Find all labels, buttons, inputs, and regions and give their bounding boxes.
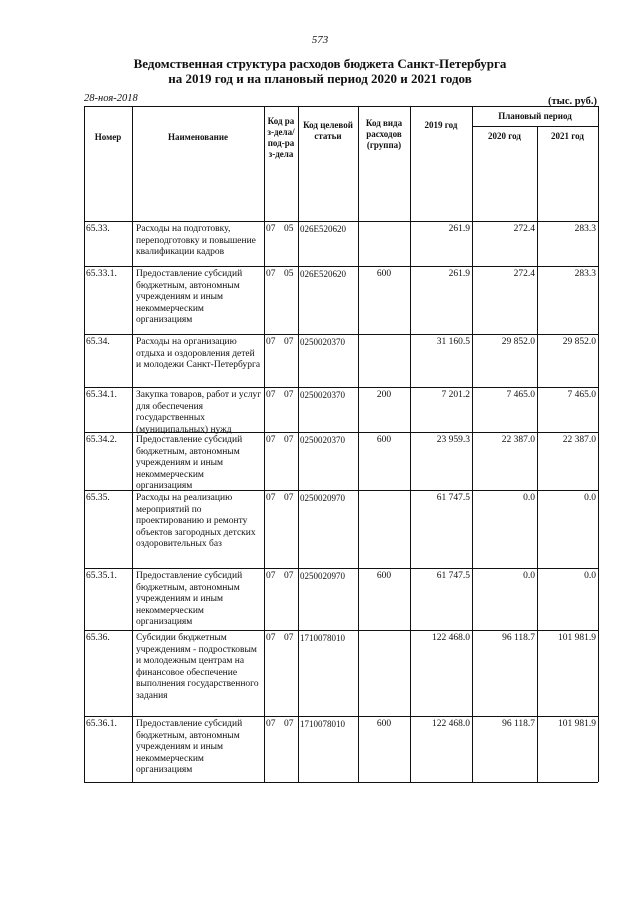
row-kind: 200 — [376, 390, 392, 400]
table-rule — [264, 106, 265, 782]
row-2019: 31 160.5 — [436, 337, 470, 347]
row-2021: 101 981.9 — [558, 719, 596, 729]
row-name: Предоставление субсидий бюджетным, автономным учреждениям и иным некоммерческим организациям — [136, 719, 243, 775]
row-target: 0250020370 — [300, 390, 345, 400]
row-target: 026E520620 — [300, 269, 346, 279]
table-rule — [84, 266, 598, 267]
row-razdel: 07 — [266, 435, 276, 445]
row-2021: 29 852.0 — [562, 337, 596, 347]
header-name: Наименование — [168, 132, 228, 142]
row-target: 1710078010 — [300, 719, 345, 729]
table-rule — [84, 334, 598, 335]
row-kind: 600 — [376, 571, 392, 581]
table-rule — [84, 716, 598, 717]
row-razdel: 07 — [266, 337, 276, 347]
row-number: 65.34. — [86, 337, 110, 347]
row-kind: 600 — [376, 435, 392, 445]
row-number: 65.34.2. — [86, 435, 117, 445]
row-kind: 600 — [376, 719, 392, 729]
row-2020: 29 852.0 — [501, 337, 535, 347]
row-number: 65.33. — [86, 224, 110, 234]
row-number: 65.36. — [86, 633, 110, 643]
row-podrazdel: 07 — [284, 719, 294, 729]
row-razdel: 07 — [266, 571, 276, 581]
row-razdel: 07 — [266, 390, 276, 400]
row-name: Предоставление субсидий бюджетным, автономным учреждениям и иным некоммерческим организациям — [136, 269, 243, 325]
units-label: (тыс. руб.) — [548, 96, 597, 107]
row-2021: 0.0 — [584, 571, 596, 581]
row-2019: 7 201.2 — [441, 390, 470, 400]
row-kind: 600 — [376, 269, 392, 279]
row-podrazdel: 07 — [284, 390, 294, 400]
row-number: 65.35. — [86, 493, 110, 503]
table-rule — [84, 630, 598, 631]
row-2020: 272.4 — [513, 269, 535, 279]
header-2019: 2019 год — [424, 120, 458, 130]
row-2020: 0.0 — [523, 571, 535, 581]
row-2019: 261.9 — [448, 224, 470, 234]
row-2020: 22 387.0 — [501, 435, 535, 445]
header-planned: Плановый период — [498, 111, 572, 121]
table-rule — [84, 568, 598, 569]
row-target: 0250020970 — [300, 493, 345, 503]
row-2020: 96 118.7 — [502, 719, 535, 729]
row-podrazdel: 07 — [284, 571, 294, 581]
row-2019: 122 468.0 — [432, 719, 470, 729]
table-rule — [132, 106, 133, 782]
row-razdel: 07 — [266, 269, 276, 279]
row-target: 0250020970 — [300, 571, 345, 581]
header-number: Номер — [94, 132, 122, 142]
row-2020: 96 118.7 — [502, 633, 535, 643]
row-podrazdel: 05 — [284, 269, 294, 279]
row-number: 65.35.1. — [86, 571, 117, 581]
row-name: Предоставление субсидий бюджетным, автономным учреждениям и иным некоммерческим организациям — [136, 435, 243, 491]
header-2020: 2020 год — [488, 131, 521, 141]
row-target: 0250020370 — [300, 435, 345, 445]
page-number: 573 — [311, 34, 329, 46]
row-podrazdel: 07 — [284, 633, 294, 643]
row-name: Предоставление субсидий бюджетным, автономным учреждениям и иным некоммерческим организациям — [136, 571, 243, 627]
row-2019: 261.9 — [448, 269, 470, 279]
row-target: 1710078010 — [300, 633, 345, 643]
table-rule — [472, 126, 598, 127]
table-rule — [84, 387, 598, 388]
row-target: 026E520620 — [300, 224, 346, 234]
row-name: Расходы на организацию отдыха и оздоровления детей и молодежи Санкт-Петербурга — [136, 337, 261, 370]
row-number: 65.33.1. — [86, 269, 117, 279]
document-date: 28-ноя-2018 — [84, 93, 138, 104]
header-section: Код раз-дела/ под-раз-дела — [267, 116, 295, 159]
row-2021: 0.0 — [584, 493, 596, 503]
table-rule — [84, 221, 598, 222]
row-2019: 122 468.0 — [432, 633, 470, 643]
row-2021: 22 387.0 — [562, 435, 596, 445]
header-target: Код целевой статьи — [303, 120, 353, 141]
row-2021: 283.3 — [574, 224, 596, 234]
table-rule — [298, 106, 299, 782]
row-name: Расходы на подготовку, переподготовку и повышение квалификации кадров — [136, 224, 256, 257]
table-rule — [84, 106, 598, 107]
document-title — [0, 56, 640, 86]
row-2020: 0.0 — [523, 493, 535, 503]
row-name: Расходы на реализацию мероприятий по проектированию и ремонту объектов загородных детских оздоровительных баз — [136, 493, 256, 549]
row-podrazdel: 07 — [284, 435, 294, 445]
row-podrazdel: 07 — [284, 337, 294, 347]
table-rule — [598, 106, 599, 782]
row-2021: 283.3 — [574, 269, 596, 279]
title-line-2: на 2019 год и на плановый период 2020 и 2021 годов — [168, 71, 472, 86]
row-2020: 7 465.0 — [506, 390, 535, 400]
row-target: 0250020370 — [300, 337, 345, 347]
row-2021: 7 465.0 — [567, 390, 596, 400]
row-name: Субсидии бюджетным учреждениям - подростковым и молодежным центрам на финансовое обеспечение выполнения государственного задания — [136, 633, 259, 701]
row-razdel: 07 — [266, 719, 276, 729]
header-kind: Код вида расходов (группа) — [365, 118, 403, 150]
row-2019: 61 747.5 — [436, 493, 470, 503]
row-podrazdel: 07 — [284, 493, 294, 503]
row-2019: 61 747.5 — [436, 571, 470, 581]
table-rule — [84, 782, 598, 783]
row-2021: 101 981.9 — [558, 633, 596, 643]
row-2019: 23 959.3 — [436, 435, 470, 445]
row-razdel: 07 — [266, 633, 276, 643]
row-name: Закупка товаров, работ и услуг для обеспечения государственных (муниципальных) нужд — [136, 390, 262, 435]
title-line-1: Ведомственная структура расходов бюджета Санкт-Петербурга — [133, 56, 507, 71]
header-2021: 2021 год — [551, 131, 584, 141]
table-rule — [84, 106, 85, 782]
row-podrazdel: 05 — [284, 224, 294, 234]
row-number: 65.34.1. — [86, 390, 117, 400]
row-razdel: 07 — [266, 493, 276, 503]
row-number: 65.36.1. — [86, 719, 117, 729]
row-2020: 272.4 — [513, 224, 535, 234]
row-razdel: 07 — [266, 224, 276, 234]
